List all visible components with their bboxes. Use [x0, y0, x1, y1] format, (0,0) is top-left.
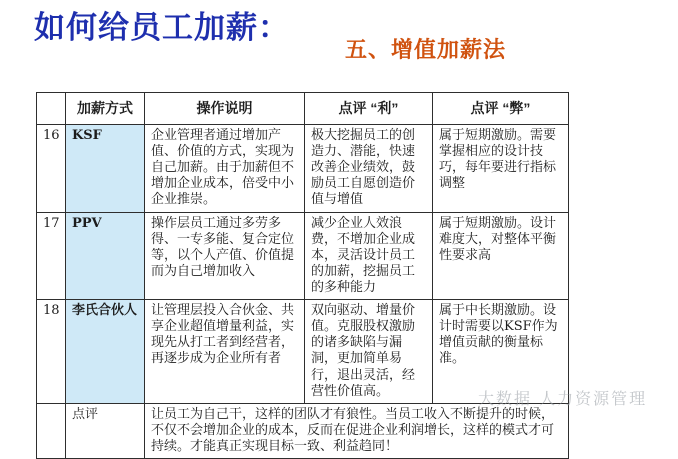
watermark: 大数据 人力资源管理 — [478, 389, 648, 408]
table-footer-row — [37, 403, 569, 458]
row-number: 16 — [37, 125, 66, 213]
row-number: 18 — [37, 300, 66, 404]
pros-cell: 减少企业人效浪费，不增加企业成本，灵活设计员工的加薪，挖掘员工的多种能力 — [305, 212, 433, 300]
table-header-row — [37, 93, 569, 125]
operation-cell: 让管理层投入合伙金、共享企业超值增量利益，实现先从打工者到经营者，再逐步成为企业所有者 — [145, 300, 305, 404]
cons-cell: 属于短期激励。需要掌握相应的设计技巧，每年要进行指标调整 — [433, 125, 569, 213]
footer-label-cell: 点评 — [66, 403, 145, 458]
method-cell: 李氏合伙人 — [66, 300, 145, 404]
row-number: 17 — [37, 212, 66, 300]
col-header-index — [37, 93, 66, 125]
pros-cell: 极大挖掘员工的创造力、潜能，快速改善企业绩效，鼓励员工自愿创造价值与增值 — [305, 125, 433, 213]
method-cell: PPV — [66, 212, 145, 300]
col-header-operation: 操作说明 — [145, 93, 305, 125]
operation-cell: 企业管理者通过增加产值、价值的方式，实现为自己加薪。由于加薪但不增加企业成本，倍受中小企业推崇。 — [145, 125, 305, 213]
method-cell: KSF — [66, 125, 145, 213]
footer-empty-cell — [37, 403, 66, 458]
col-header-cons: 点评 “弊” — [433, 93, 569, 125]
section-subtitle: 五、增值加薪法 — [345, 37, 507, 62]
col-header-method: 加薪方式 — [66, 93, 145, 125]
operation-cell: 操作层员工通过多劳多得、一专多能、复合定位等，以个人产值、价值提而为自己增加收入 — [145, 212, 305, 300]
cons-cell: 属于短期激励。设计难度大，对整体平衡性要求高 — [433, 212, 569, 300]
col-header-pros: 点评 “利” — [305, 93, 433, 125]
table-row — [37, 212, 569, 300]
table-row — [37, 125, 569, 213]
pros-cell: 双向驱动、增量价值。克服股权激励的诸多缺陷与漏洞，更加简单易行，退出灵活，经营性价值高。 — [305, 300, 433, 404]
page-title: 如何给员工加薪： — [34, 10, 290, 45]
footer-text-cell: 让员工为自己干，这样的团队才有狼性。当员工收入不断提升的时候，不仅不会增加企业的成本，反而在促进企业利润增长，这样的模式才可持续。才能真正实现目标一致、利益趋同！ — [145, 403, 569, 458]
cons-cell: 属于中长期激励。设计时需要以KSF作为增值贡献的衡量标准。 — [433, 300, 569, 404]
